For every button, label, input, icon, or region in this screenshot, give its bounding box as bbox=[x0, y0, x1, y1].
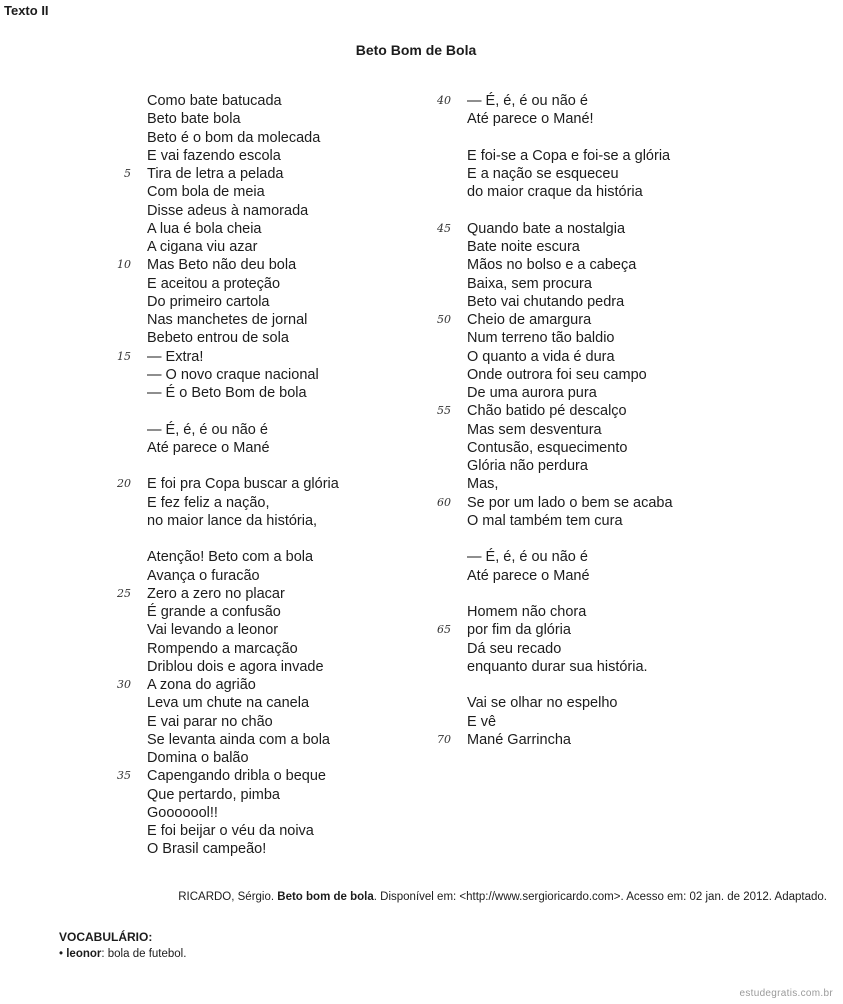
poem-line: Chão batido pé descalço bbox=[467, 403, 627, 419]
poem-line: E vai fazendo escola bbox=[147, 148, 281, 164]
poem-line: Zero a zero no placar bbox=[147, 586, 285, 602]
poem-line: Nas manchetes de jornal bbox=[147, 312, 308, 328]
line-number: 65 bbox=[437, 623, 451, 636]
line-number: 35 bbox=[117, 769, 131, 782]
poem-line: E a nação se esqueceu bbox=[467, 166, 619, 182]
poem-line: Cheio de amargura bbox=[467, 312, 592, 328]
poem-line: E foi beijar o véu da noiva bbox=[147, 823, 314, 839]
poem-line: por fim da glória bbox=[467, 622, 571, 638]
poem-line: E fez feliz a nação, bbox=[147, 495, 270, 511]
line-number: 50 bbox=[437, 313, 451, 326]
poem-line: Num terreno tão baldio bbox=[467, 330, 615, 346]
poem-line: — É, é, é ou não é bbox=[467, 93, 588, 109]
poem-line: E vê bbox=[467, 714, 497, 730]
line-number: 25 bbox=[117, 587, 131, 600]
poem-line: O Brasil campeão! bbox=[147, 841, 267, 857]
poem-line: Mas sem desventura bbox=[467, 422, 602, 438]
poem-line: Mas, bbox=[467, 476, 499, 492]
watermark: estudegratis.com.br bbox=[739, 988, 833, 999]
poem-line: Tira de letra a pelada bbox=[147, 166, 284, 182]
poem-line: Disse adeus à namorada bbox=[147, 203, 309, 219]
poem-line: Capengando dribla o beque bbox=[147, 768, 326, 784]
vocabulary-bullet: • bbox=[59, 948, 67, 960]
poem-line: Baixa, sem procura bbox=[467, 276, 592, 292]
line-number: 55 bbox=[437, 404, 451, 417]
poem-line: Gooooool!! bbox=[147, 805, 218, 821]
citation-prefix: RICARDO, Sérgio. bbox=[178, 891, 278, 903]
poem-line: Homem não chora bbox=[467, 604, 587, 620]
poem-line: no maior lance da história, bbox=[147, 513, 318, 529]
poem-line: Dá seu recado bbox=[467, 641, 562, 657]
poem-line: Com bola de meia bbox=[147, 184, 265, 200]
poem-line: Avança o furacão bbox=[147, 568, 260, 584]
poem-line: Atenção! Beto com a bola bbox=[147, 549, 314, 565]
poem-title: Beto Bom de Bola bbox=[355, 42, 477, 58]
poem-line: Do primeiro cartola bbox=[147, 294, 270, 310]
poem-line: É grande a confusão bbox=[147, 604, 281, 620]
poem-line: Se por um lado o bem se acaba bbox=[467, 495, 673, 511]
poem-line: — É o Beto Bom de bola bbox=[147, 385, 307, 401]
poem-line: — É, é, é ou não é bbox=[147, 422, 268, 438]
poem-line: Contusão, esquecimento bbox=[467, 440, 628, 456]
vocabulary-title: VOCABULÁRIO: bbox=[59, 930, 153, 944]
poem-line: Mané Garrincha bbox=[467, 732, 571, 748]
poem-line: Até parece o Mané bbox=[467, 568, 590, 584]
poem-line: — Extra! bbox=[147, 349, 204, 365]
line-number: 10 bbox=[117, 258, 131, 271]
vocabulary-definition: : bola de futebol. bbox=[101, 948, 187, 960]
poem-line: O mal também tem cura bbox=[467, 513, 623, 529]
poem-line: Bate noite escura bbox=[467, 239, 580, 255]
poem-line: De uma aurora pura bbox=[467, 385, 597, 401]
poem-line: enquanto durar sua história. bbox=[467, 659, 648, 675]
poem-line: Beto vai chutando pedra bbox=[467, 294, 625, 310]
poem-line: A zona do agrião bbox=[147, 677, 256, 693]
poem-line: E aceitou a proteção bbox=[147, 276, 281, 292]
poem-line: — É, é, é ou não é bbox=[467, 549, 588, 565]
poem-line: A cigana viu azar bbox=[147, 239, 258, 255]
poem-line: Beto é o bom da molecada bbox=[147, 130, 321, 146]
poem-line: Leva um chute na canela bbox=[147, 695, 310, 711]
poem-line: E foi-se a Copa e foi-se a glória bbox=[467, 148, 671, 164]
poem-line: Que pertardo, pimba bbox=[147, 787, 280, 803]
poem-line: E vai parar no chão bbox=[147, 714, 273, 730]
poem-line: O quanto a vida é dura bbox=[467, 349, 615, 365]
citation bbox=[178, 891, 827, 903]
text-label: Texto II bbox=[4, 3, 49, 18]
citation-work-title: Beto bom de bola bbox=[277, 891, 374, 903]
line-number: 45 bbox=[437, 222, 451, 235]
poem-line: Vai levando a leonor bbox=[147, 622, 279, 638]
line-number: 5 bbox=[124, 167, 131, 180]
line-number: 15 bbox=[117, 350, 131, 363]
line-number: 20 bbox=[117, 477, 131, 490]
poem-line: Onde outrora foi seu campo bbox=[467, 367, 647, 383]
poem-line: Se levanta ainda com a bola bbox=[147, 732, 330, 748]
poem-line: Driblou dois e agora invade bbox=[147, 659, 324, 675]
poem-line: Até parece o Mané bbox=[147, 440, 270, 456]
poem-line: Até parece o Mané! bbox=[467, 111, 594, 127]
poem-line: A lua é bola cheia bbox=[147, 221, 262, 237]
poem-line: Glória não perdura bbox=[467, 458, 588, 474]
poem-line: Bebeto entrou de sola bbox=[147, 330, 289, 346]
line-number: 60 bbox=[437, 496, 451, 509]
poem-line: E foi pra Copa buscar a glória bbox=[147, 476, 339, 492]
poem-line: Beto bate bola bbox=[147, 111, 241, 127]
poem-line: Rompendo a marcação bbox=[147, 641, 298, 657]
poem-line: Quando bate a nostalgia bbox=[467, 221, 626, 237]
poem-line: Mas Beto não deu bola bbox=[147, 257, 297, 273]
citation-suffix: . Disponível em: <http://www.sergioricardo.com>. Acesso em: 02 jan. de 2012. Adaptado. bbox=[373, 891, 827, 903]
line-number: 40 bbox=[437, 94, 451, 107]
poem-line: Como bate batucada bbox=[147, 93, 282, 109]
poem-line: Vai se olhar no espelho bbox=[467, 695, 618, 711]
vocabulary-term: leonor bbox=[66, 948, 102, 960]
poem-line: — O novo craque nacional bbox=[147, 367, 319, 383]
poem-line: do maior craque da história bbox=[467, 184, 643, 200]
line-number: 30 bbox=[117, 678, 131, 691]
vocabulary-item bbox=[59, 948, 186, 960]
poem-line: Domina o balão bbox=[147, 750, 249, 766]
line-number: 70 bbox=[437, 733, 451, 746]
poem-line: Mãos no bolso e a cabeça bbox=[467, 257, 637, 273]
